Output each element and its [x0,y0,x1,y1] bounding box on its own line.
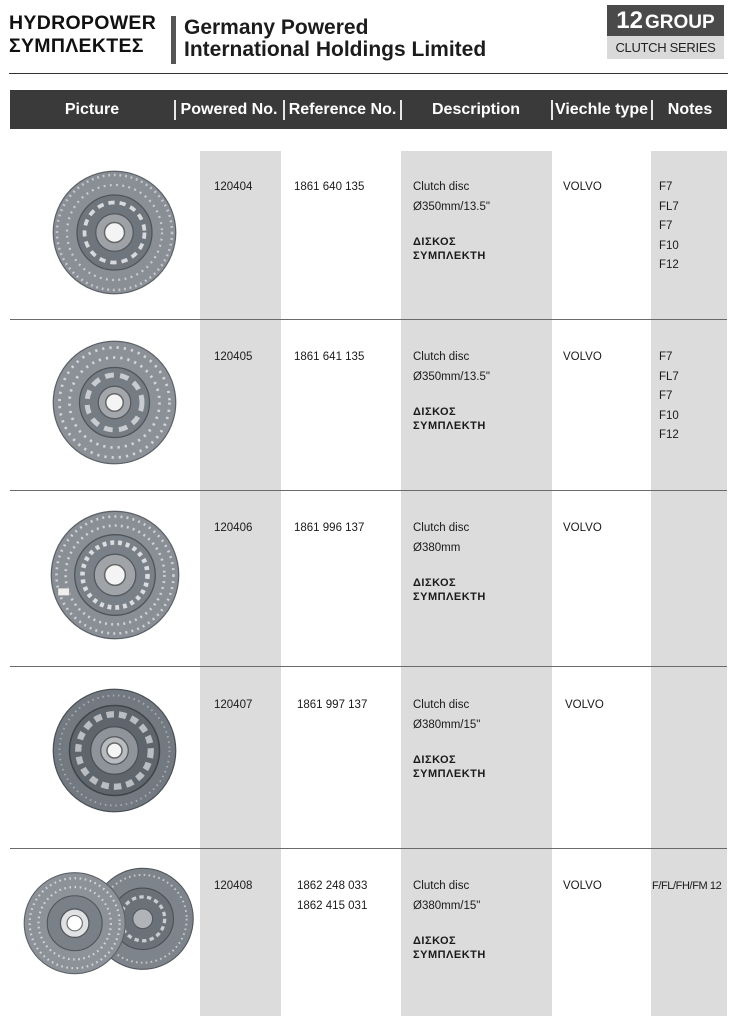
group-word: GROUP [645,12,715,33]
group-badge [607,5,724,36]
description-greek-line-1: ΔΙΣΚΟΣ [413,935,457,947]
description [413,696,486,781]
row-separator [10,319,727,320]
description-greek-line-2: ΣΥΜΠΛΕΚΤΗ [413,767,486,780]
reference-number: 1861 640 135 [294,181,365,193]
note-item: F7 [659,390,673,402]
row-separator [10,848,727,849]
reference-number: 1861 996 137 [294,522,365,534]
description [413,348,490,433]
notes [659,348,679,446]
reference-numbers [297,877,367,916]
description-greek-line-2: ΣΥΜΠΛΕΚΤΗ [413,419,486,432]
note-item: F10 [659,239,679,252]
description-greek-line-2: ΣΥΜΠΛΕΚΤΗ [413,948,486,961]
description-size: Ø350mm/13.5" [413,200,490,213]
description-greek [413,236,490,263]
reference-number: 1861 997 137 [297,699,368,711]
note-item: F7 [659,181,673,193]
note-item: F7 [659,220,673,232]
vehicle-type: VOLVO [563,181,602,193]
clutch-disc-icon [50,510,180,640]
note-item: F12 [659,429,679,441]
description-greek-line-2: ΣΥΜΠΛΕΚΤΗ [413,590,486,603]
row-separator [10,666,727,667]
company-line-2: International Holdings Limited [184,38,487,61]
description-size: Ø380mm [413,541,461,554]
description-size: Ø380mm/15" [413,899,481,912]
column-header-vehicle: Viechle type [554,101,649,118]
description-size: Ø350mm/13.5" [413,370,490,383]
brand-line-2: ΣΥΜΠΛΕΚΤΕΣ [9,35,144,57]
powered-number: 120405 [214,351,253,363]
reference-number: 1862 415 031 [297,899,368,912]
note-item: FL7 [659,200,679,213]
description-greek-line-1: ΔΙΣΚΟΣ [413,754,457,766]
vehicle-type: VOLVO [565,699,604,711]
description-title: Clutch disc [413,699,470,711]
description [413,519,486,604]
vehicle-type: VOLVO [563,522,602,534]
description-title: Clutch disc [413,181,470,193]
description-greek [413,935,486,962]
header-divider [171,16,176,64]
description [413,178,490,263]
description-title: Clutch disc [413,880,470,892]
column-header-reference: Reference No. [288,101,397,118]
clutch-disc-pair-icon [22,866,202,976]
powered-number: 120408 [214,880,253,892]
brand-line-1: HYDROPOWER [9,12,157,34]
description-greek-line-2: ΣΥΜΠΛΕΚΤΗ [413,249,486,262]
description-size: Ø380mm/15" [413,718,481,731]
notes [659,178,679,276]
reference-number: 1861 641 135 [294,351,365,363]
description [413,877,486,962]
vehicle-type: VOLVO [563,880,602,892]
description-greek-line-1: ΔΙΣΚΟΣ [413,406,457,418]
note-item: F/FL/FH/FM 12 [652,880,722,892]
column-header-picture: Picture [64,101,120,118]
table-header [10,90,727,129]
column-header-powered: Powered No. [180,101,278,118]
description-greek [413,754,486,781]
powered-number: 120404 [214,181,253,193]
clutch-disc-icon [52,688,177,813]
header-rule [9,73,728,74]
row-separator [10,490,727,491]
group-number: 12 [616,7,643,34]
description-greek-line-1: ΔΙΣΚΟΣ [413,236,457,248]
clutch-disc-icon [52,340,177,465]
description-greek [413,577,486,604]
powered-number: 120406 [214,522,253,534]
description-greek-line-1: ΔΙΣΚΟΣ [413,577,457,589]
description-title: Clutch disc [413,351,470,363]
clutch-disc-icon [52,170,177,295]
company-line-1: Germany Powered [184,16,369,39]
brand-name [9,12,156,58]
note-item: F7 [659,351,673,363]
reference-number: 1862 248 033 [297,880,368,892]
vehicle-type: VOLVO [563,351,602,363]
column-header-description: Description [431,101,520,118]
description-greek [413,406,490,433]
note-item: F10 [659,409,679,422]
company-name [184,17,486,61]
column-header-notes: Notes [667,101,713,118]
description-title: Clutch disc [413,522,470,534]
note-item: FL7 [659,370,679,383]
series-label: CLUTCH SERIES [607,36,724,59]
notes [652,877,721,897]
powered-number: 120407 [214,699,253,711]
note-item: F12 [659,259,679,271]
